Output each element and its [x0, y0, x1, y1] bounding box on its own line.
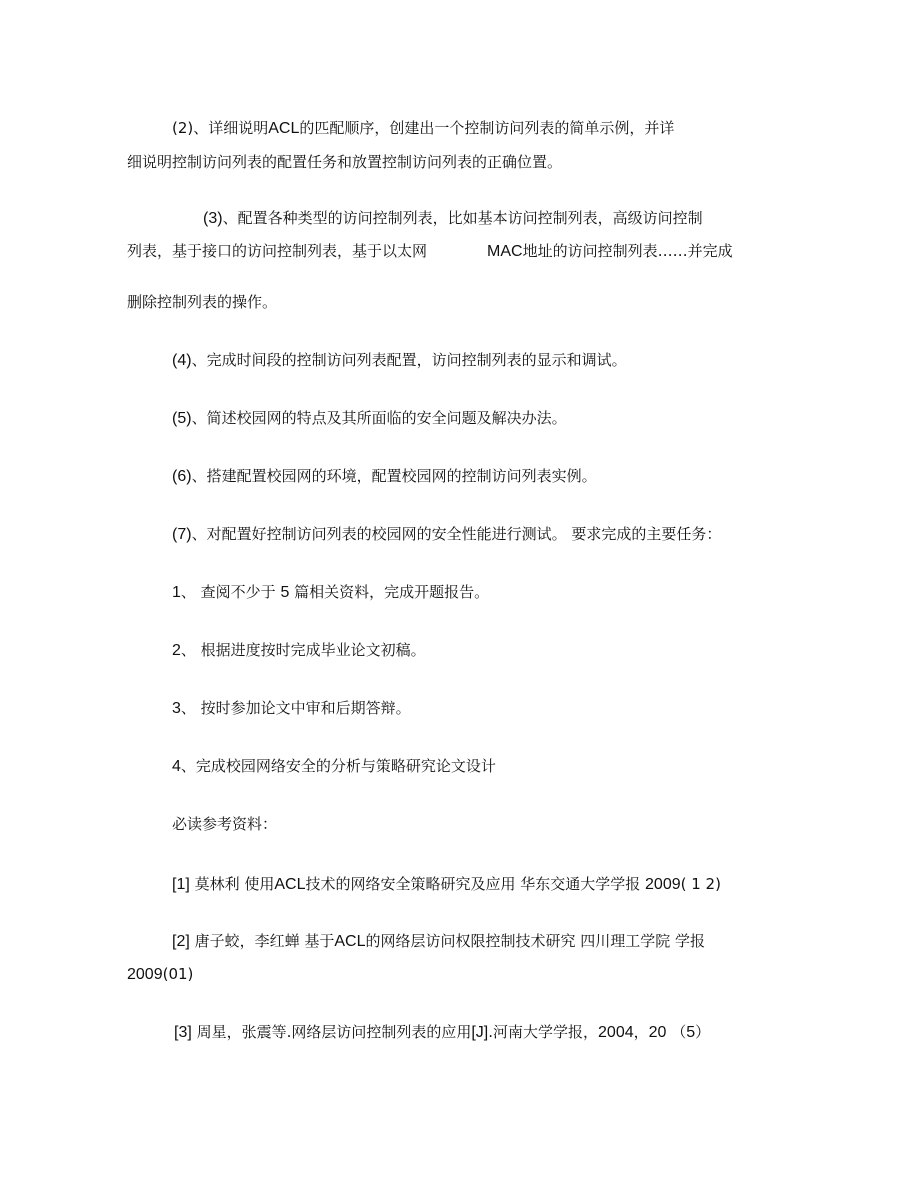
paragraph-item-5: (5)、简述校园网的特点及其所面临的安全问题及解决办法。 — [172, 409, 567, 427]
task-item-2: 2、 根据进度按时完成毕业论文初稿。 — [172, 641, 426, 659]
task-item-1: 1、 查阅不少于 5 篇相关资料，完成开题报告。 — [172, 583, 490, 601]
paragraph-item-4: (4)、完成时间段的控制访问列表配置，访问控制列表的显示和调试。 — [172, 351, 627, 369]
paragraph-item-3-continued: 列表，基于接口的访问控制列表，基于以太网 MAC地址的访问控制列表……并完成 — [127, 242, 733, 260]
paragraph-item-3-end: 删除控制列表的操作。 — [127, 293, 278, 311]
paragraph-item-3: (3)、配置各种类型的访问控制列表，比如基本访问控制列表，高级访问控制 — [203, 209, 703, 227]
reference-2-continued: 2009(01) — [127, 965, 194, 983]
reference-1: [1] 莫林利 使用ACL技术的网络安全策略研究及应用 华东交通大学学报 2009( 1 2) — [172, 875, 721, 893]
reference-3: [3] 周星，张震等.网络层访问控制列表的应用[J].河南大学学报，2004，20 （5） — [174, 1023, 711, 1041]
paragraph-item-2-continued: 细说明控制访问列表的配置任务和放置控制访问列表的正确位置。 — [127, 153, 563, 171]
task-item-4: 4、完成校园网络安全的分析与策略研究论文设计 — [172, 757, 496, 775]
references-heading: 必读参考资料： — [172, 815, 278, 833]
paragraph-item-7: (7)、对配置好控制访问列表的校园网的安全性能进行测试。 要求完成的主要任务： — [172, 525, 722, 543]
paragraph-item-6: (6)、搭建配置校园网的环境，配置校园网的控制访问列表实例。 — [172, 467, 597, 485]
reference-2: [2] 唐子蛟，李红蝉 基于ACL的网络层访问权限控制技术研究 四川理工学院 学报 — [172, 932, 706, 950]
paragraph-item-2: (2)、详细说明ACL的匹配顺序，创建出一个控制访问列表的简单示例，并详 — [172, 119, 675, 137]
task-item-3: 3、 按时参加论文中审和后期答辩。 — [172, 699, 411, 717]
